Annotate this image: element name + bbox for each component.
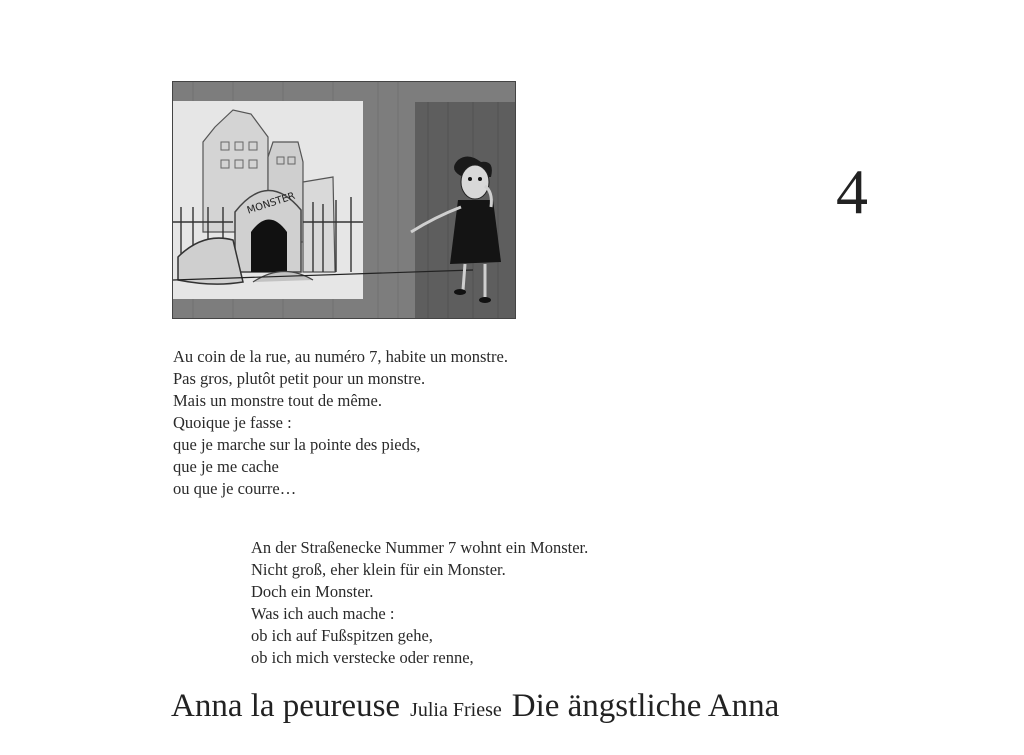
- page-number: 4: [836, 156, 868, 227]
- poem-line: Mais un monstre tout de même.: [173, 391, 382, 410]
- author-name: Julia Friese: [410, 699, 502, 721]
- poem-line: que je me cache: [173, 457, 279, 476]
- poem-line: Doch ein Monster.: [251, 582, 374, 601]
- book-illustration: [172, 81, 516, 319]
- poem-german: [251, 537, 588, 669]
- poem-line: ob ich auf Fußspitzen gehe,: [251, 626, 433, 645]
- poem-line: Pas gros, plutôt petit pour un monstre.: [173, 369, 426, 388]
- poem-line: Was ich auch mache :: [251, 604, 395, 623]
- poem-line: ou que je courre…: [173, 479, 297, 498]
- monster-house-drawing: [173, 82, 516, 319]
- dark-doorway: [251, 220, 287, 273]
- monster-sign: MONSTER: [245, 190, 297, 217]
- book-title-bar: [171, 688, 779, 725]
- right-building: [303, 177, 335, 272]
- poem-line: ob ich mich verstecke oder renne,: [251, 648, 474, 667]
- title-german: Die ängstliche Anna: [511, 688, 780, 724]
- poem-line: Au coin de la rue, au numéro 7, habite un monstre.: [173, 347, 508, 366]
- poem-line: An der Straßenecke Nummer 7 wohnt ein Monster.: [251, 538, 589, 557]
- poem-line: Nicht groß, eher klein für ein Monster.: [251, 560, 506, 579]
- poem-french: [173, 346, 508, 500]
- poem-line: Quoique je fasse :: [173, 413, 292, 432]
- title-french: Anna la peureuse: [171, 688, 401, 724]
- poem-line: que je marche sur la pointe des pieds,: [173, 435, 421, 454]
